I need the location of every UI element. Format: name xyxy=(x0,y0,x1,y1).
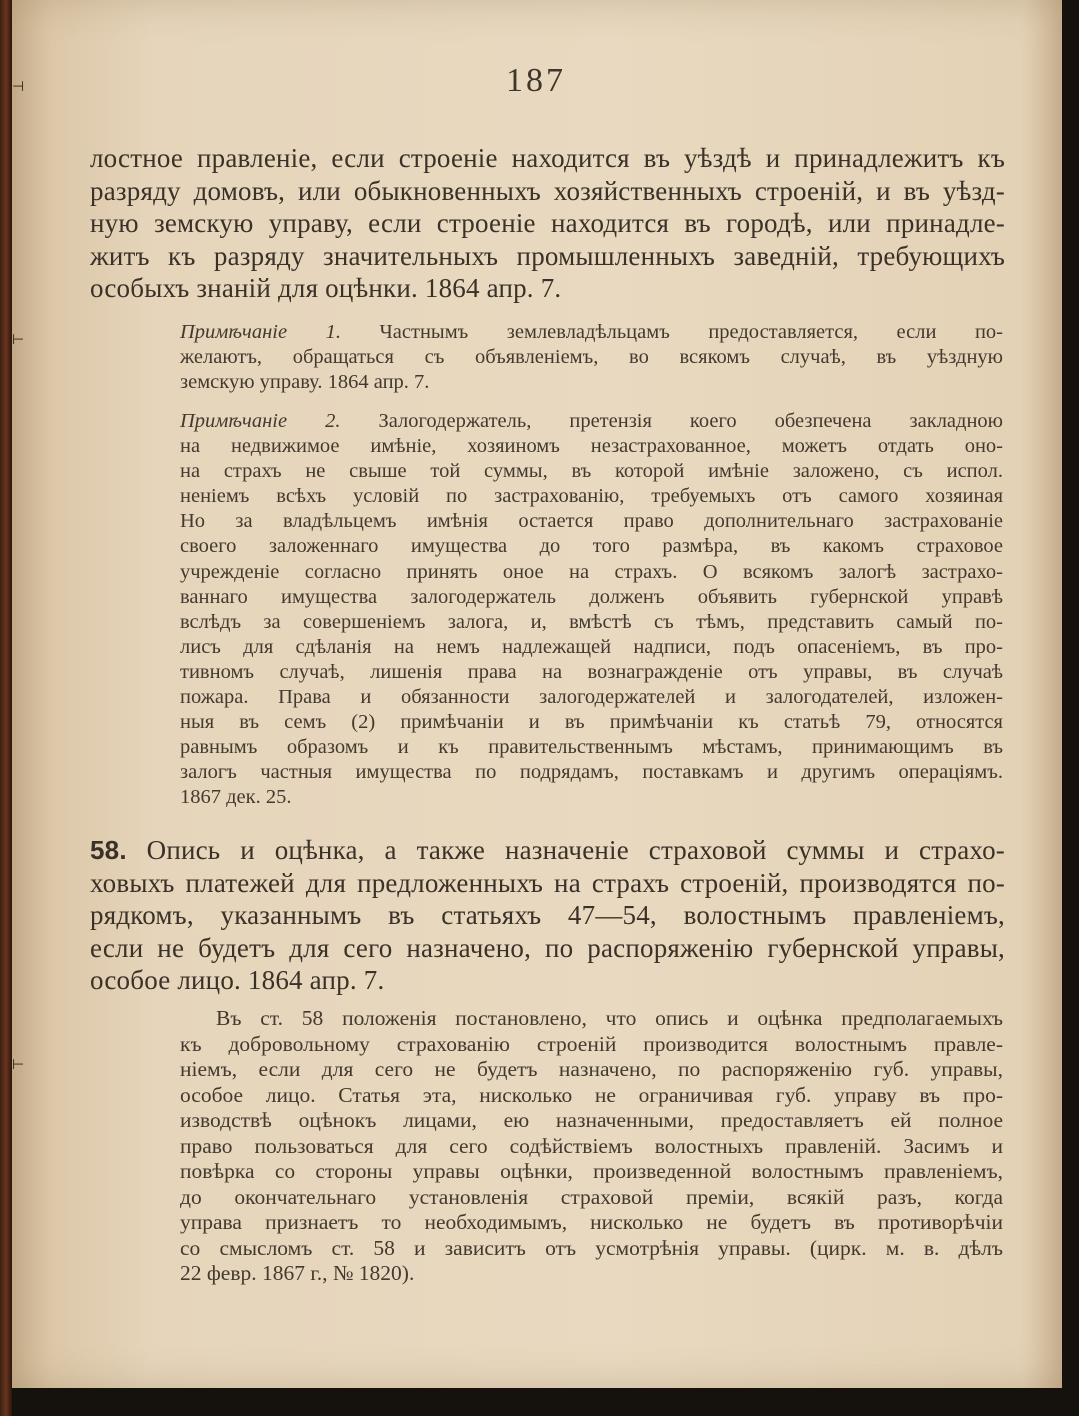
text-line: тивномъ случаѣ, лишенія права на вознагражденіе отъ управы, въ случаѣ xyxy=(180,660,1003,683)
text-line: повѣрка со стороны управы оцѣнки, произведенной волостнымъ правленіемъ, xyxy=(180,1159,1003,1183)
text-line: равнымъ образомъ и къ правительственнымъ мѣстамъ, принимающимъ въ xyxy=(180,736,1003,759)
text-line: до окончательнаго установленія страховой преміи, всякій разъ, когда xyxy=(180,1184,1003,1209)
note-label: Примѣчаніе 2. xyxy=(180,410,341,432)
text-line: если не будетъ для сего назначено, по распоряженію губернской управы, xyxy=(90,932,1005,963)
text-line: залогъ частныя имущества по подрядамъ, поставкамъ и другимъ операціямъ. xyxy=(180,761,1003,784)
paragraph-continuation xyxy=(90,142,1005,305)
text-line: желаютъ, обращаться съ объявленіемъ, во всякомъ случаѣ, въ уѣздную xyxy=(180,346,1003,369)
text-line: Въ ст. 58 положенія постановлено, что опись и оцѣнка предполагаемыхъ xyxy=(216,1006,1003,1030)
text-line: право пользоваться для сего содѣйствіемъ волостныхъ правленій. Засимъ и xyxy=(180,1133,1003,1158)
text-line: къ добровольному страхованію строеній производится волостнымъ правле- xyxy=(180,1031,1003,1056)
text-line: вслѣдъ за совершеніемъ залога, и, вмѣстѣ съ тѣмъ, представить самый по- xyxy=(180,610,1003,633)
text-line: 1867 дек. 25. xyxy=(180,786,292,809)
text-line: ховыхъ платежей для предложенныхъ на страхъ строеній, производятся по- xyxy=(90,867,1005,898)
text-line: управа признаетъ то необходимымъ, нисколько не будетъ въ противорѣчіи xyxy=(180,1210,1003,1234)
note-1 xyxy=(180,320,1003,395)
text-line xyxy=(180,409,1003,434)
text-line: особое лицо. 1864 апр. 7. xyxy=(90,965,385,995)
text-line: 22 февр. 1867 г., № 1820). xyxy=(180,1261,415,1285)
text-line: изводствѣ оцѣнокъ лицами, ею назначенными, предоставляетъ ей полное xyxy=(180,1108,1003,1132)
text-line: рядкомъ, указаннымъ въ статьяхъ 47—54, волостнымъ правленіемъ, xyxy=(90,900,1005,930)
thread-mark: ⊢ xyxy=(12,332,25,348)
text-line xyxy=(90,834,1005,867)
text-line: особое лицо. Статья эта, нисколько не ограничивая губ. управу въ про- xyxy=(180,1082,1003,1107)
text-line: на недвижимое имѣніе, хозяиномъ незастрахованное, можетъ отдать оно- xyxy=(180,435,1003,458)
thread-mark: ⊢ xyxy=(12,1057,25,1073)
note-text: Залогодержатель, претензія коего обезпечена закладною xyxy=(340,410,1003,432)
thread-mark: ⊣ xyxy=(12,79,25,95)
note-label: Примѣчаніе 1. xyxy=(180,321,341,343)
text-line: лисъ для сдѣланія на немъ надлежащей надписи, подъ опасеніемъ, въ про- xyxy=(180,635,1003,658)
text-line: неніемъ всѣхъ условій по застрахованію, требуемыхъ отъ самого хозяиная xyxy=(180,485,1003,508)
text-line: своего заложеннаго имущества до того размѣра, въ какомъ страховое xyxy=(180,535,1003,558)
book-spine xyxy=(0,0,12,1416)
article-text: Опись и оцѣнка, а также назначеніе страховой суммы и страхо- xyxy=(126,835,1005,865)
text-line: пожара. Права и обязанности залогодержателей и залогодателей, изложен- xyxy=(180,686,1003,709)
note-text: Частнымъ землевладѣльцамъ предоставляется, если по- xyxy=(340,321,1003,343)
note-2 xyxy=(180,409,1003,811)
book-page xyxy=(12,0,1062,1388)
text-line: на страхъ не свыше той суммы, въ которой имѣніе заложено, съ испол. xyxy=(180,460,1003,483)
text-line: разряду домовъ, или обыкновенныхъ хозяйственныхъ строеній, и въ уѣзд- xyxy=(90,175,1005,206)
page-number: 187 xyxy=(506,62,566,99)
text-line: особыхъ знаній для оцѣнки. 1864 апр. 7. xyxy=(90,273,562,303)
text-line: учрежденіе согласно принять оное на страхъ. О всякомъ залогѣ застрахо- xyxy=(180,560,1003,583)
article-number: 58. xyxy=(90,835,127,865)
text-line: земскую управу. 1864 апр. 7. xyxy=(180,371,430,394)
article-58 xyxy=(90,834,1005,997)
text-line xyxy=(180,320,1003,345)
page-content xyxy=(12,0,1062,1388)
text-line: ніемъ, если для сего не будетъ назначено, по распоряженію губ. управы, xyxy=(180,1057,1003,1081)
text-line: житъ къ разряду значительныхъ промышленныхъ заведній, требующихъ xyxy=(90,240,1005,271)
text-line: лостное правленіе, если строеніе находится въ уѣздѣ и принадлежитъ къ xyxy=(90,143,1005,173)
text-line: ную земскую управу, если строеніе находится въ городѣ, или принадле- xyxy=(90,208,1005,238)
text-line: ваннаго имущества залогодержатель долженъ объявить губернской управѣ xyxy=(180,585,1003,608)
text-line: ныя въ семъ (2) примѣчаніи и въ примѣчаніи къ статьѣ 79, относятся xyxy=(180,711,1003,734)
article-58-commentary xyxy=(180,1006,1003,1287)
text-line: со смысломъ ст. 58 и зависитъ отъ усмотрѣнія управы. (цирк. м. в. дѣлъ xyxy=(180,1235,1003,1260)
text-line: Но за владѣльцемъ имѣнія остается право дополнительнаго застрахованіе xyxy=(180,510,1003,533)
